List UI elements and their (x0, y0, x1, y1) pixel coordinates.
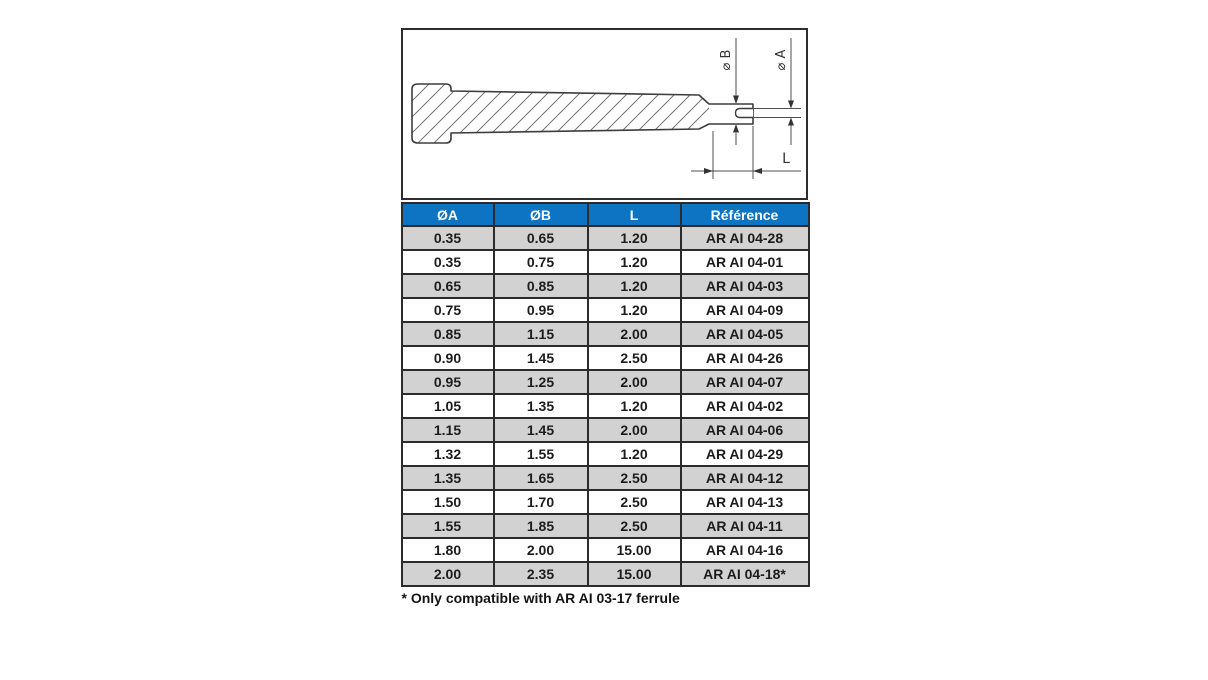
table-cell: 1.70 (494, 490, 588, 514)
table-row (402, 394, 809, 418)
dia-a-label: ⌀ A (773, 49, 789, 71)
spec-table (401, 202, 810, 587)
header-row (402, 203, 809, 226)
table-cell: 2.50 (588, 346, 681, 370)
dia-b-arrow-bottom (733, 124, 739, 133)
table-cell: 1.20 (588, 394, 681, 418)
table-row (402, 418, 809, 442)
table-cell: 1.35 (402, 466, 494, 490)
table-cell: 0.35 (402, 250, 494, 274)
table-row (402, 490, 809, 514)
table-cell: 1.25 (494, 370, 588, 394)
l-arrow-left (704, 168, 713, 174)
table-row (402, 442, 809, 466)
dia-a-arrow-top (788, 101, 794, 109)
table-cell: 15.00 (588, 538, 681, 562)
table-cell: 1.05 (402, 394, 494, 418)
table-cell: AR AI 04-18* (681, 562, 809, 586)
table-cell: 0.90 (402, 346, 494, 370)
table-cell: 1.15 (494, 322, 588, 346)
table-cell: 0.75 (402, 298, 494, 322)
table-cell: 1.20 (588, 250, 681, 274)
table-row (402, 346, 809, 370)
table-cell: 1.65 (494, 466, 588, 490)
header-cell-2: L (588, 203, 681, 226)
dia-b-arrow-top (733, 96, 739, 105)
table-row (402, 538, 809, 562)
bore-profile (735, 109, 753, 118)
table-row (402, 466, 809, 490)
table-cell: 0.35 (402, 226, 494, 250)
table-cell: 1.20 (588, 274, 681, 298)
table-cell: 0.85 (494, 274, 588, 298)
dia-a-arrow-bottom (788, 118, 794, 126)
table-cell: AR AI 04-07 (681, 370, 809, 394)
spec-table-body (402, 226, 809, 586)
table-cell: 1.45 (494, 346, 588, 370)
table-cell: 0.65 (494, 226, 588, 250)
table-cell: 2.50 (588, 466, 681, 490)
table-cell: AR AI 04-03 (681, 274, 809, 298)
table-row (402, 298, 809, 322)
table-cell: AR AI 04-29 (681, 442, 809, 466)
table-cell: 1.20 (588, 298, 681, 322)
table-cell: AR AI 04-28 (681, 226, 809, 250)
header-cell-0: ØA (402, 203, 494, 226)
table-cell: 1.55 (402, 514, 494, 538)
table-cell: AR AI 04-26 (681, 346, 809, 370)
content-column (401, 0, 808, 606)
bore-extension-lines (753, 109, 801, 118)
table-cell: AR AI 04-05 (681, 322, 809, 346)
table-cell: AR AI 04-13 (681, 490, 809, 514)
table-cell: AR AI 04-11 (681, 514, 809, 538)
table-row (402, 322, 809, 346)
table-cell: 2.00 (588, 418, 681, 442)
table-cell: 2.00 (402, 562, 494, 586)
table-cell: 1.15 (402, 418, 494, 442)
table-cell: AR AI 04-02 (681, 394, 809, 418)
table-cell: 0.85 (402, 322, 494, 346)
table-cell: 0.65 (402, 274, 494, 298)
table-cell: 1.55 (494, 442, 588, 466)
table-cell: 1.20 (588, 442, 681, 466)
footnote: * Only compatible with AR AI 03-17 ferrule (401, 590, 680, 606)
table-row (402, 562, 809, 586)
table-row (402, 250, 809, 274)
table-cell: 1.85 (494, 514, 588, 538)
table-cell: 1.32 (402, 442, 494, 466)
table-cell: 2.50 (588, 514, 681, 538)
table-cell: 2.00 (588, 322, 681, 346)
table-cell: 1.45 (494, 418, 588, 442)
header-cell-1: ØB (494, 203, 588, 226)
table-row (402, 226, 809, 250)
table-cell: 0.95 (494, 298, 588, 322)
length-label: L (781, 151, 790, 167)
header-cell-3: Référence (681, 203, 809, 226)
pin-technical-drawing (403, 30, 806, 198)
drawing-panel (401, 28, 808, 200)
table-cell: 2.00 (588, 370, 681, 394)
table-cell: AR AI 04-09 (681, 298, 809, 322)
table-cell: AR AI 04-06 (681, 418, 809, 442)
table-cell: 0.75 (494, 250, 588, 274)
table-row (402, 514, 809, 538)
table-cell: 0.95 (402, 370, 494, 394)
table-cell: 2.50 (588, 490, 681, 514)
table-cell: 1.80 (402, 538, 494, 562)
table-cell: 2.00 (494, 538, 588, 562)
table-row (402, 274, 809, 298)
dia-b-label: ⌀ B (718, 49, 734, 71)
table-cell: AR AI 04-01 (681, 250, 809, 274)
table-cell: 1.35 (494, 394, 588, 418)
table-cell: 2.35 (494, 562, 588, 586)
table-cell: 15.00 (588, 562, 681, 586)
table-cell: AR AI 04-16 (681, 538, 809, 562)
table-cell: AR AI 04-12 (681, 466, 809, 490)
table-cell: 1.50 (402, 490, 494, 514)
table-cell: 1.20 (588, 226, 681, 250)
l-arrow-right (753, 168, 762, 174)
table-row (402, 370, 809, 394)
